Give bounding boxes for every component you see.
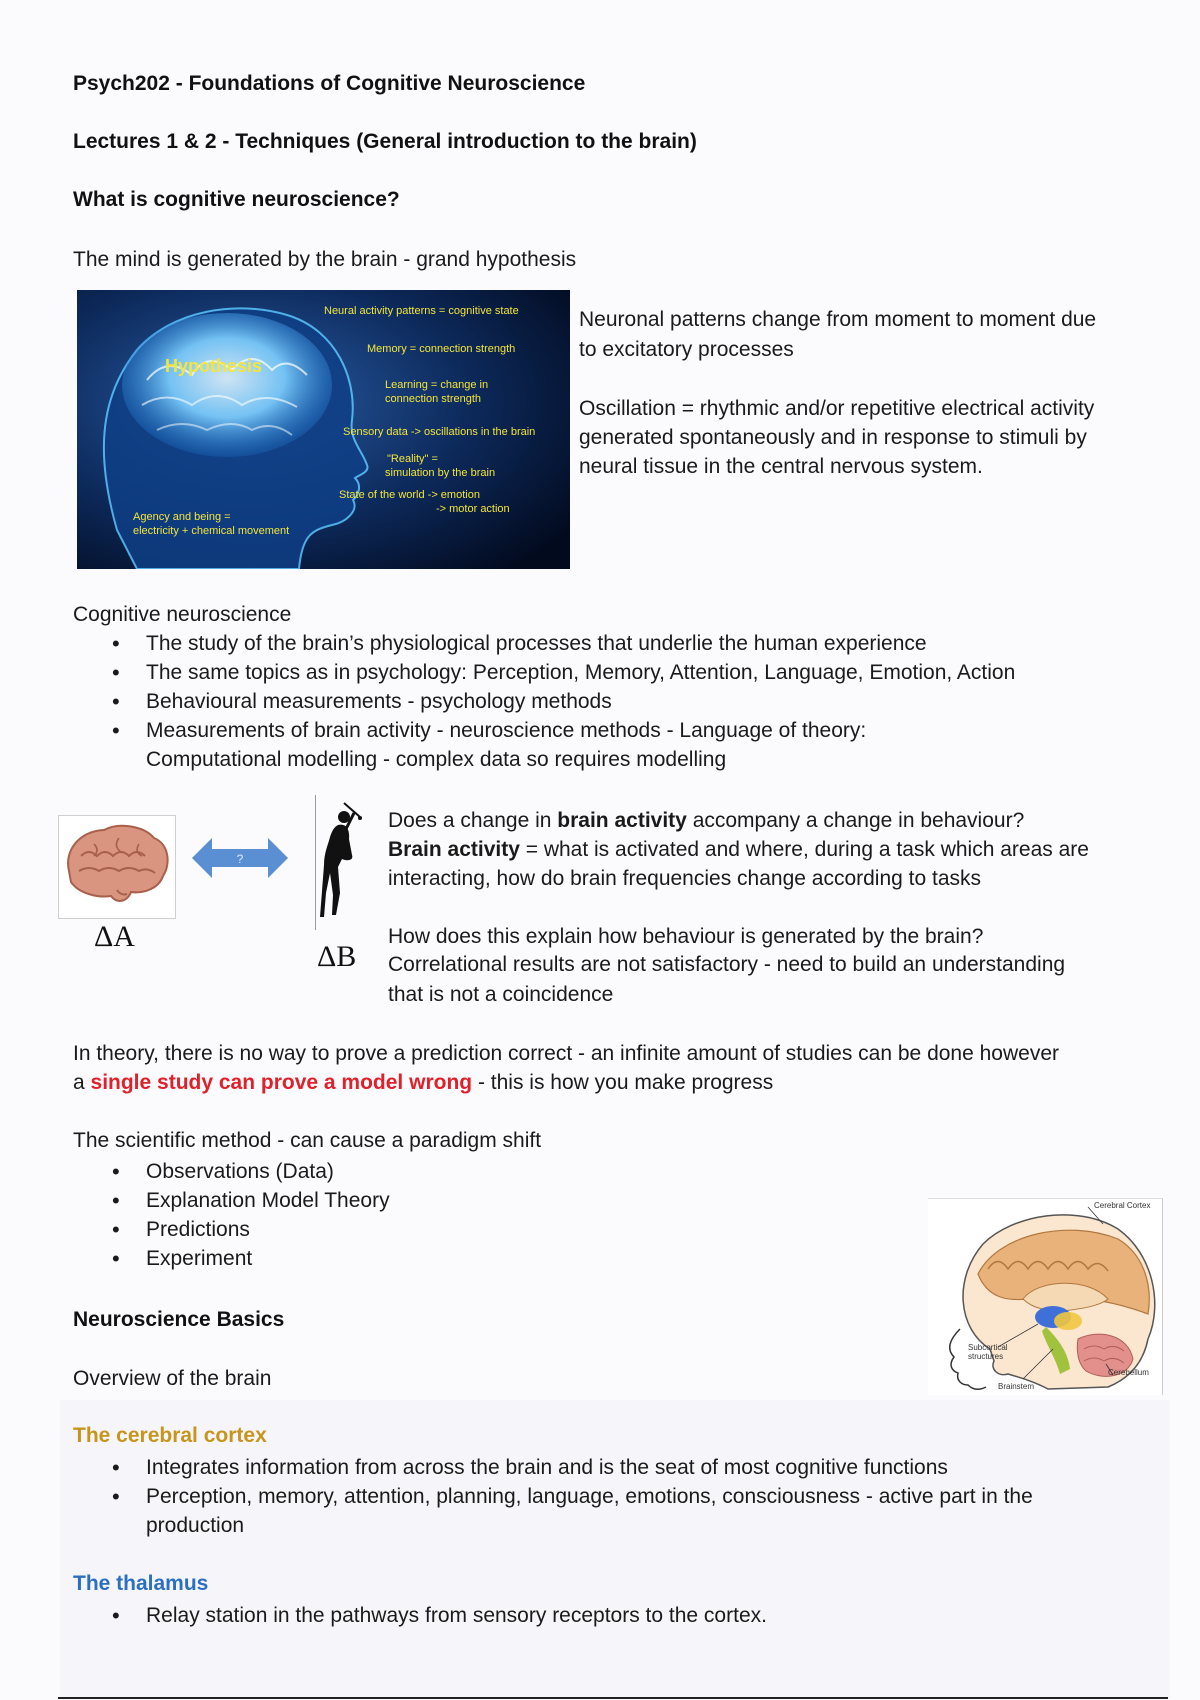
brain-anatomy-figure xyxy=(928,1198,1163,1395)
brain-activity-question: Does a change in brain activity accompany a change in behaviour? xyxy=(388,809,1025,832)
highlight-text: single study can prove a model wrong xyxy=(90,1071,473,1094)
list-item: • Measurements of brain activity - neuroscience methods - Language of theory: Computational modelling - complex data so requires modelling xyxy=(73,716,1093,774)
oscillation-line: Oscillation = rhythmic and/or repetitive electrical activity xyxy=(579,397,1095,420)
golfer-silhouette-icon xyxy=(316,795,366,930)
cortex-bullets xyxy=(73,1453,1093,1540)
image-label: Memory = connection strength xyxy=(367,343,516,355)
list-item: • Relay station in the pathways from sensory receptors to the cortex. xyxy=(73,1601,1093,1630)
delta-b-label: ΔB xyxy=(317,940,357,973)
list-item: • Explanation Model Theory xyxy=(73,1186,773,1215)
brain-anatomy-illustration xyxy=(928,1199,1162,1395)
neuroscience-basics-heading: Neuroscience Basics xyxy=(73,1308,285,1331)
anatomy-label: Cerebral Cortex xyxy=(1094,1201,1151,1210)
double-arrow xyxy=(192,836,288,880)
small-brain-image xyxy=(58,815,176,919)
brain-head-illustration xyxy=(77,290,570,569)
brain-activity-definition: Brain activity = what is activated and where, during a task which areas are xyxy=(388,838,1089,861)
behaviour-line: that is not a coincidence xyxy=(388,983,614,1006)
course-title: Psych202 - Foundations of Cognitive Neuroscience xyxy=(73,72,586,95)
cogneuro-bullets xyxy=(73,629,1093,774)
theory-line-2: a single study can prove a model wrong - this is how you make progress xyxy=(73,1071,774,1094)
golfer-image xyxy=(315,795,366,930)
thalamus-bullets xyxy=(73,1601,1093,1630)
list-item: • Perception, memory, attention, planning, language, emotions, consciousness - active part in the production xyxy=(73,1482,1093,1540)
anatomy-label: structures xyxy=(968,1352,1004,1361)
list-item: • The same topics as in psychology: Perception, Memory, Attention, Language, Emotion, Action xyxy=(73,658,1093,687)
image-label: Neural activity patterns = cognitive state xyxy=(324,305,519,317)
image-label: Sensory data -> oscillations in the brain xyxy=(343,426,536,438)
lecture-title: Lectures 1 & 2 - Techniques (General introduction to the brain) xyxy=(73,130,697,153)
list-item: • Observations (Data) xyxy=(73,1157,773,1186)
oscillation-line: generated spontaneously and in response to stimuli by xyxy=(579,426,1087,449)
image-label: -> motor action xyxy=(436,503,510,515)
anatomy-label: Subcortical xyxy=(968,1343,1008,1352)
list-item: • Predictions xyxy=(73,1215,773,1244)
image-label: simulation by the brain xyxy=(385,467,496,479)
neuronal-line: to excitatory processes xyxy=(579,338,794,361)
brain-icon xyxy=(59,816,175,918)
theory-line: In theory, there is no way to prove a prediction correct - an infinite amount of studies can be done however xyxy=(73,1042,1059,1065)
section-heading: What is cognitive neuroscience? xyxy=(73,188,400,211)
grand-hypothesis-text: The mind is generated by the brain - grand hypothesis xyxy=(73,248,577,271)
image-label: State of the world -> emotion xyxy=(339,489,480,501)
arrow-question-mark: ? xyxy=(236,852,244,866)
image-label: electricity + chemical movement xyxy=(133,525,290,537)
bottom-divider xyxy=(58,1697,1168,1699)
brain-hypothesis-image xyxy=(77,290,570,569)
oscillation-line: neural tissue in the central nervous system. xyxy=(579,455,983,478)
brain-activity-definition-cont: interacting, how do brain frequencies change according to tasks xyxy=(388,867,982,890)
overview-text: Overview of the brain xyxy=(73,1367,272,1390)
thalamus-heading: The thalamus xyxy=(73,1572,209,1595)
image-label: Learning = change in xyxy=(385,379,489,391)
list-item: • Integrates information from across the brain and is the seat of most cognitive functions xyxy=(73,1453,1093,1482)
image-label: connection strength xyxy=(385,393,482,405)
neuronal-line: Neuronal patterns change from moment to moment due xyxy=(579,308,1097,331)
image-label: Agency and being = xyxy=(133,511,231,523)
list-item: • Experiment xyxy=(73,1244,773,1273)
list-item: • The study of the brain’s physiological processes that underlie the human experience xyxy=(73,629,1093,658)
scientific-method-title: The scientific method - can cause a paradigm shift xyxy=(73,1129,542,1152)
cogneuro-title: Cognitive neuroscience xyxy=(73,603,292,626)
cortex-heading: The cerebral cortex xyxy=(73,1424,267,1447)
anatomy-label: Cerebellum xyxy=(1108,1368,1149,1377)
delta-a-label: ΔA xyxy=(94,920,135,953)
behaviour-line: How does this explain how behaviour is generated by the brain? xyxy=(388,925,984,948)
double-arrow-icon xyxy=(192,836,288,880)
image-label: "Reality" = xyxy=(387,453,438,465)
behaviour-line: Correlational results are not satisfactory - need to build an understanding xyxy=(388,953,1066,976)
scientific-method-bullets xyxy=(73,1157,773,1273)
list-item: • Behavioural measurements - psychology methods xyxy=(73,687,1093,716)
hypothesis-label: Hypothesis xyxy=(165,356,263,376)
anatomy-label: Brainstem xyxy=(998,1382,1035,1391)
